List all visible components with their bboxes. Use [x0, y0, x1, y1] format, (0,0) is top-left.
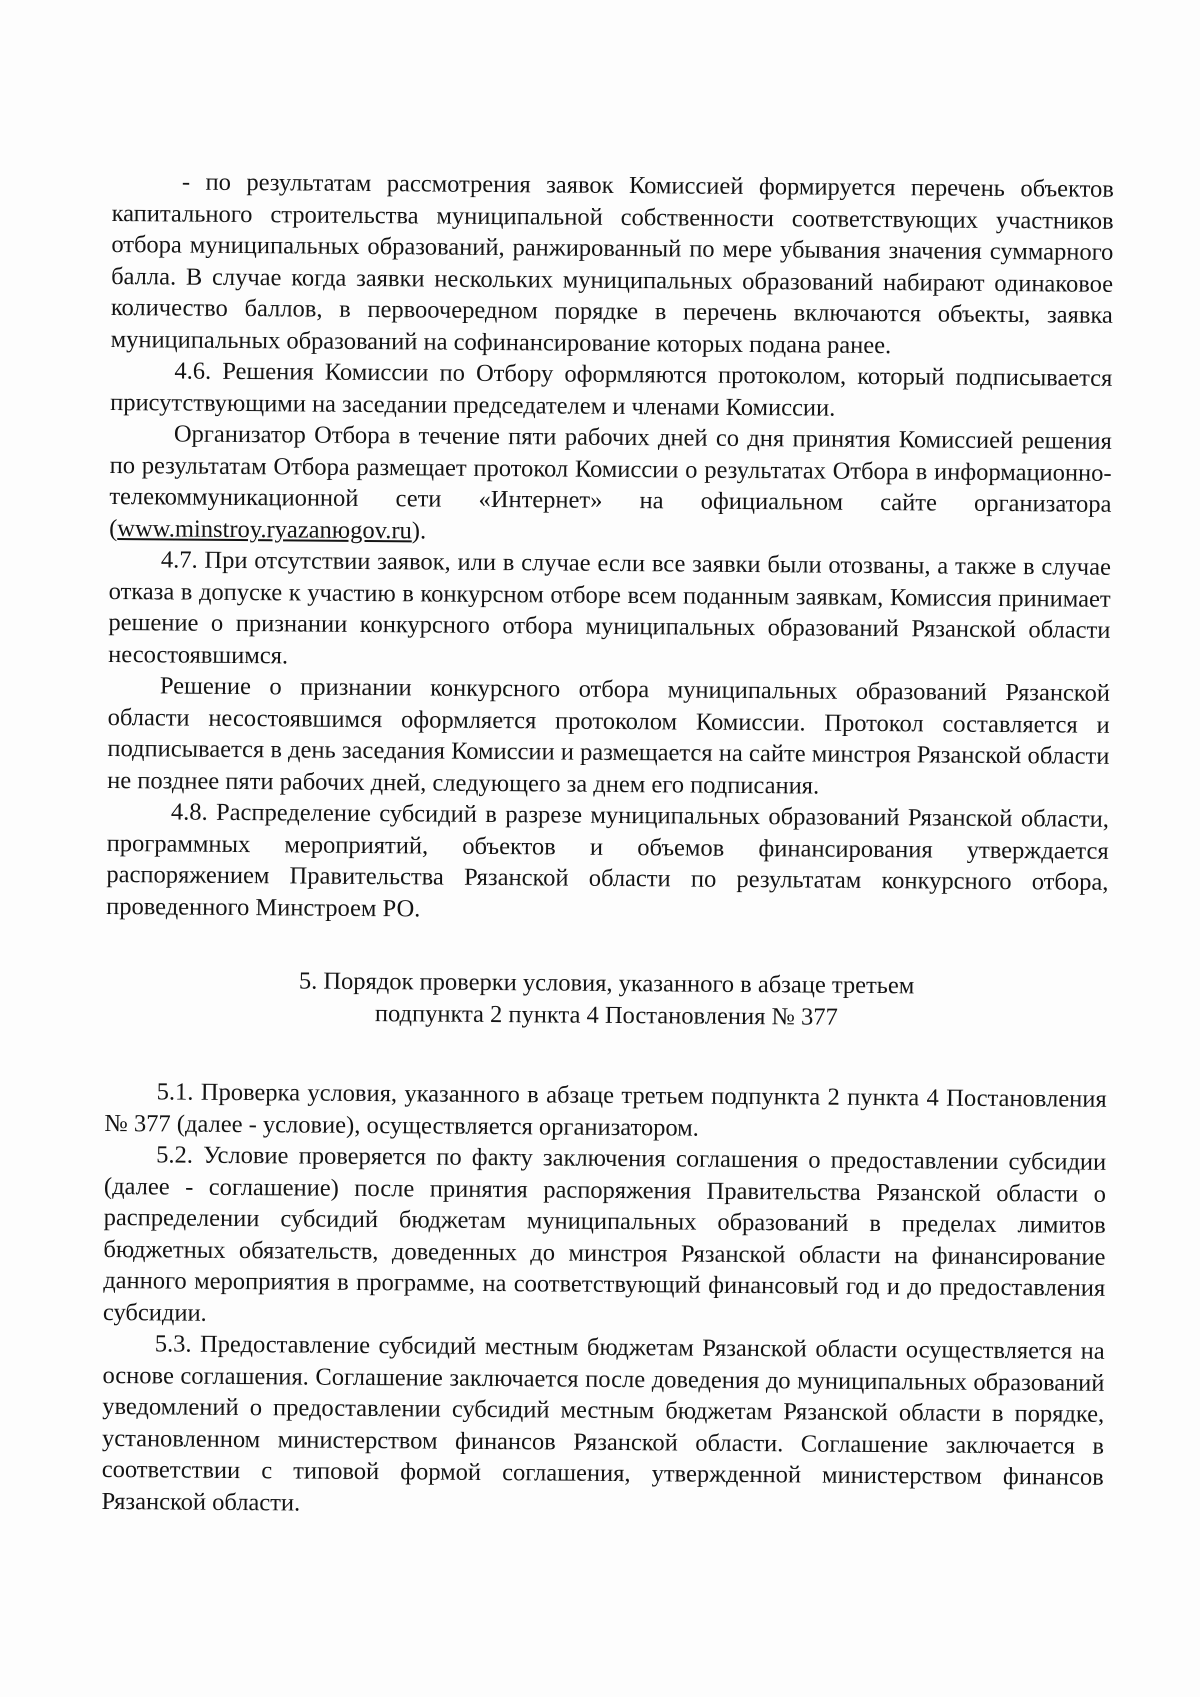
document-body	[101, 166, 1114, 1525]
paragraph-protocol-text: Организатор Отбора в течение пяти рабочих дней со дня принятия Комиссией решения по результатам Отбора размещает протокол Комиссии о результатах Отбора в информационно-телекоммуникационной сети «Интернет» на официальном сайте организатора (	[109, 420, 1112, 542]
paragraph-5-2: 5.2. Условие проверяется по факту заключения соглашения о предоставлении субсидии (далее - соглашение) после принятия распоряжения Правительства Рязанской области о распределении субсидий бюджетам муниципальных образований в пределах лимитов бюджетных обязательств, доведенных до минстроя Рязанской области на финансирование данного мероприятия в программе, на соответствующий финансовый год и до предоставления субсидии.	[102, 1141, 1107, 1327]
paragraph-ranking-list: - по результатам рассмотрения заявок Комиссией формируется перечень объектов капитального строительства муниципальной собственности соответствующих участников отбора муниципальных образований, ранжированный по мере убывания значения суммарного балла. В случае когда заявки нескольких муниципальных образований набирают одинаковое количество баллов, в первоочередном порядке в перечень включаются объекты, заявка муниципальных образований на софинансирование которых подана ранее.	[110, 168, 1114, 359]
paragraph-protocol-publication	[109, 418, 1112, 552]
paragraph-protocol-end: ).	[411, 516, 427, 544]
paragraph-failed-selection-decision: Решение о признании конкурсного отбора муниципальных образований Рязанской области несостоявшимся оформляется протоколом Комиссии. Протокол составляется и подписывается в день заседания Комиссии и размещается на сайте минстроя Рязанской области не позднее пяти рабочих дней, следующего за днем его подписания.	[107, 672, 1110, 800]
paragraph-4-6: 4.6. Решения Комиссии по Отбору оформляются протоколом, который подписывается присутствующими на заседании председателем и членами Комиссии.	[110, 357, 1113, 422]
section-5-heading-line-2: подпункта 2 пункта 4 Постановления № 377	[374, 1000, 838, 1031]
paragraph-5-1: 5.1. Проверка условия, указанного в абзаце третьем подпункта 2 пункта 4 Постановления № 377 (далее - условие), осуществляется организатором.	[104, 1078, 1107, 1142]
minstroy-website-link[interactable]: www.minstroy.ryazanюgov.ru	[117, 514, 412, 544]
section-5-heading-line-1: 5. Порядок проверки условия, указанного в абзаце третьем	[298, 967, 915, 1000]
section-5-heading	[105, 964, 1107, 1036]
paragraph-5-3: 5.3. Предоставление субсидий местным бюджетам Рязанской области осуществляется на основе соглашения. Соглашение заключается после доведения до муниципальных образований уведомлений о предоставлении субсидий местным бюджетам Рязанской области в порядке, установленном министерством финансов Рязанской области. Соглашение заключается в соответствии с типовой формой соглашения, утвержденной министерством финансов Рязанской области.	[101, 1330, 1105, 1517]
paragraph-4-8: 4.8. Распределение субсидий в разрезе муниципальных образований Рязанской области, программных мероприятий, объектов и объемов финансирования утверждается распоряжением Правительства Рязанской области по результатам конкурсного отбора, проведенного Минстроем РО.	[106, 798, 1110, 922]
paragraph-4-7: 4.7. При отсутствии заявок, или в случае если все заявки были отозваны, а также в случае отказа в допуске к участию в конкурсном отборе всем поданным заявкам, Комиссия принимает решение о признании конкурсного отбора муниципальных образований Рязанской области несостоявшимся.	[108, 546, 1111, 669]
